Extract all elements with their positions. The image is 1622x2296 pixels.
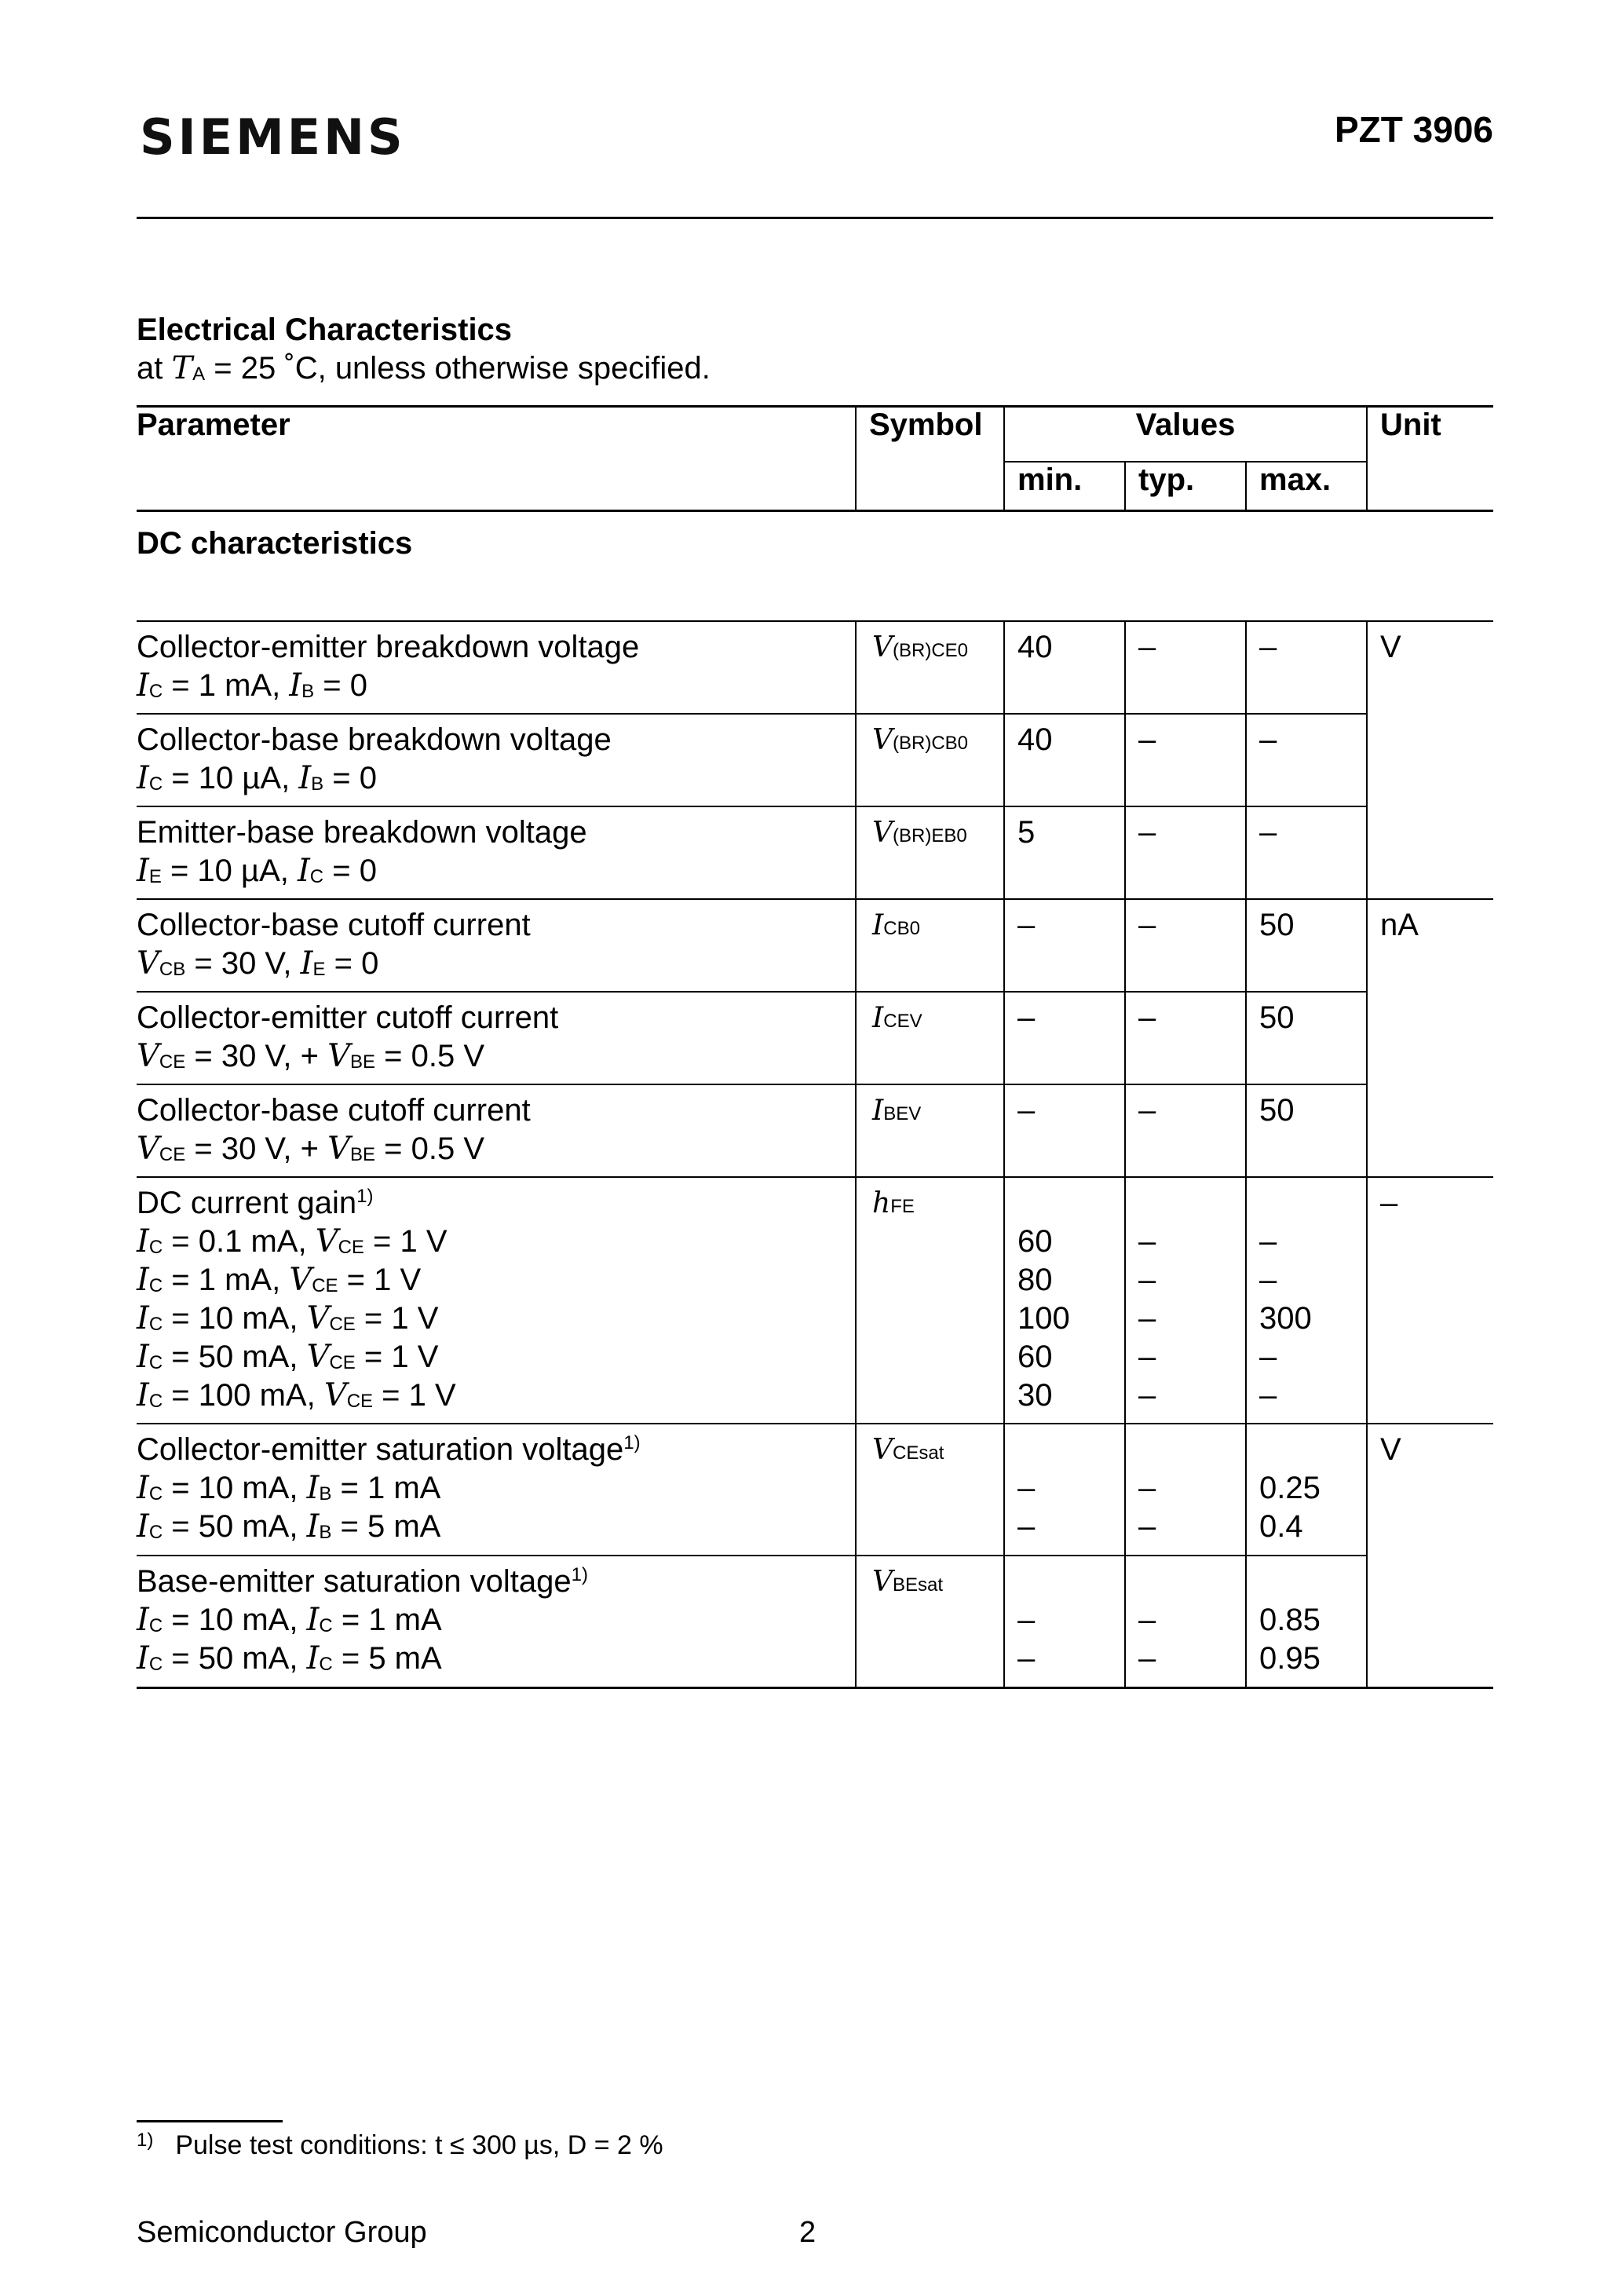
- symbol-cell: V(BR)CB0: [856, 714, 1004, 806]
- min-cell: 40: [1004, 714, 1125, 806]
- param-condition: $I_C = 0.1$ mA, $V_{CE} = 1$ V: [137, 1223, 448, 1260]
- unit-cell: V: [1367, 621, 1493, 714]
- table-row: [137, 1084, 1493, 1177]
- max-cell: 0.25 0.4: [1246, 1424, 1367, 1556]
- typ-cell: – – – – –: [1125, 1177, 1246, 1424]
- typ-cell: –: [1125, 1084, 1246, 1177]
- dc-section-title: DC characteristics: [137, 511, 1493, 622]
- param-name: Base-emitter saturation voltage: [137, 1564, 572, 1599]
- footnote-mark: 1): [137, 2130, 154, 2151]
- table-header-row: [137, 407, 1493, 462]
- typ-cell: –: [1125, 899, 1246, 992]
- page-number: 2: [799, 2216, 816, 2249]
- param-condition: $I_C = 1$ mA, $I_B = 0$: [137, 667, 367, 704]
- symbol-cell: IBEV: [856, 1084, 1004, 1177]
- param-name: Collector-emitter breakdown voltage: [137, 630, 640, 664]
- part-number: PZT 3906: [1335, 109, 1493, 150]
- electrical-characteristics-table: [137, 405, 1493, 1689]
- max-cell: 50: [1246, 992, 1367, 1084]
- typ-cell: –: [1125, 992, 1246, 1084]
- symbol-cell: ICB0: [856, 899, 1004, 992]
- siemens-logo: SIEMENS: [140, 108, 406, 166]
- table-row: [137, 992, 1493, 1084]
- table-row: [137, 806, 1493, 899]
- table-row: [137, 621, 1493, 714]
- footnote-ref: 1): [356, 1186, 374, 1207]
- param-condition: $I_C = 10$ mA, $I_C = 1$ mA: [137, 1602, 442, 1638]
- unit-cell: nA: [1367, 899, 1493, 992]
- header-unit: Unit: [1367, 407, 1493, 462]
- min-cell: 60 80 100 60 30: [1004, 1177, 1125, 1424]
- param-condition: $V_{CE} = 30$ V, + $V_{BE} = 0.5$ V: [137, 1131, 485, 1167]
- header-typ: typ.: [1125, 462, 1246, 511]
- param-name: Collector-base breakdown voltage: [137, 722, 612, 757]
- max-cell: –: [1246, 806, 1367, 899]
- min-cell: 40: [1004, 621, 1125, 714]
- footnote-text: Pulse test conditions: t ≤ 300 µs, D = 2 %: [175, 2130, 663, 2160]
- param-condition: $I_C = 50$ mA, $I_C = 5$ mA: [137, 1640, 442, 1676]
- param-name: Emitter-base breakdown voltage: [137, 815, 587, 850]
- symbol-cell: V(BR)EB0: [856, 806, 1004, 899]
- table-row: [137, 899, 1493, 992]
- symbol-cell: ICEV: [856, 992, 1004, 1084]
- max-cell: –: [1246, 621, 1367, 714]
- param-condition: $I_C = 50$ mA, $V_{CE} = 1$ V: [137, 1339, 439, 1375]
- param-name: Collector-emitter cutoff current: [137, 1000, 559, 1035]
- table-row: [137, 1556, 1493, 1687]
- unit-cell: V: [1367, 1424, 1493, 1556]
- header-divider: [137, 217, 1493, 219]
- param-condition: $I_E = 10$ µA, $I_C = 0$: [137, 853, 377, 889]
- typ-cell: – –: [1125, 1424, 1246, 1556]
- min-cell: –: [1004, 899, 1125, 992]
- header-values: Values: [1004, 407, 1367, 462]
- footer-group: Semiconductor Group: [137, 2216, 427, 2249]
- min-cell: – –: [1004, 1556, 1125, 1687]
- param-condition: $I_C = 100$ mA, $V_{CE} = 1$ V: [137, 1377, 456, 1413]
- param-condition: $I_C = 10$ mA, $V_{CE} = 1$ V: [137, 1300, 439, 1336]
- param-condition: $V_{CE} = 30$ V, + $V_{BE} = 0.5$ V: [137, 1038, 485, 1074]
- section-title: Electrical Characteristics: [137, 313, 513, 347]
- param-name: DC current gain: [137, 1186, 357, 1220]
- param-name: Collector-base cutoff current: [137, 908, 531, 942]
- param-condition: $V_{CB} = 30$ V, $I_E = 0$: [137, 945, 379, 982]
- max-cell: 50: [1246, 899, 1367, 992]
- min-cell: –: [1004, 1084, 1125, 1177]
- max-cell: 50: [1246, 1084, 1367, 1177]
- table-row: [137, 1424, 1493, 1556]
- header-max: max.: [1246, 462, 1367, 511]
- param-condition: $I_C = 1$ mA, $V_{CE} = 1$ V: [137, 1262, 422, 1298]
- header-symbol: Symbol: [856, 407, 1004, 462]
- footnote: [137, 2130, 663, 2161]
- unit-cell: –: [1367, 1177, 1493, 1424]
- typ-cell: – –: [1125, 1556, 1246, 1687]
- header-min: min.: [1004, 462, 1125, 511]
- param-name: Collector-base cutoff current: [137, 1093, 531, 1128]
- table-row: [137, 714, 1493, 806]
- min-cell: –: [1004, 992, 1125, 1084]
- symbol-cell: V(BR)CE0: [856, 621, 1004, 714]
- table-subheader-row: [137, 462, 1493, 511]
- max-cell: –: [1246, 714, 1367, 806]
- min-cell: – –: [1004, 1424, 1125, 1556]
- typ-cell: –: [1125, 714, 1246, 806]
- footnote-ref: 1): [571, 1564, 588, 1585]
- param-condition: $I_C = 50$ mA, $I_B = 5$ mA: [137, 1508, 441, 1545]
- min-cell: 5: [1004, 806, 1125, 899]
- param-condition: $I_C = 10$ mA, $I_B = 1$ mA: [137, 1470, 441, 1506]
- symbol-cell: VCEsat: [856, 1424, 1004, 1556]
- param-name: Collector-emitter saturation voltage: [137, 1432, 624, 1467]
- header-parameter: Parameter: [137, 407, 856, 462]
- dc-section-row: [137, 511, 1493, 622]
- footnote-ref: 1): [623, 1432, 641, 1453]
- param-condition: $I_C = 10$ µA, $I_B = 0$: [137, 760, 377, 796]
- symbol-cell: hFE: [856, 1177, 1004, 1424]
- footnote-divider: [137, 2120, 283, 2122]
- table-row: [137, 1177, 1493, 1424]
- test-conditions: at $T_A = 25$ ˚C, unless otherwise specified.: [137, 350, 711, 386]
- max-cell: 0.85 0.95: [1246, 1556, 1367, 1687]
- typ-cell: –: [1125, 621, 1246, 714]
- typ-cell: –: [1125, 806, 1246, 899]
- symbol-cell: VBEsat: [856, 1556, 1004, 1687]
- max-cell: – – 300 – –: [1246, 1177, 1367, 1424]
